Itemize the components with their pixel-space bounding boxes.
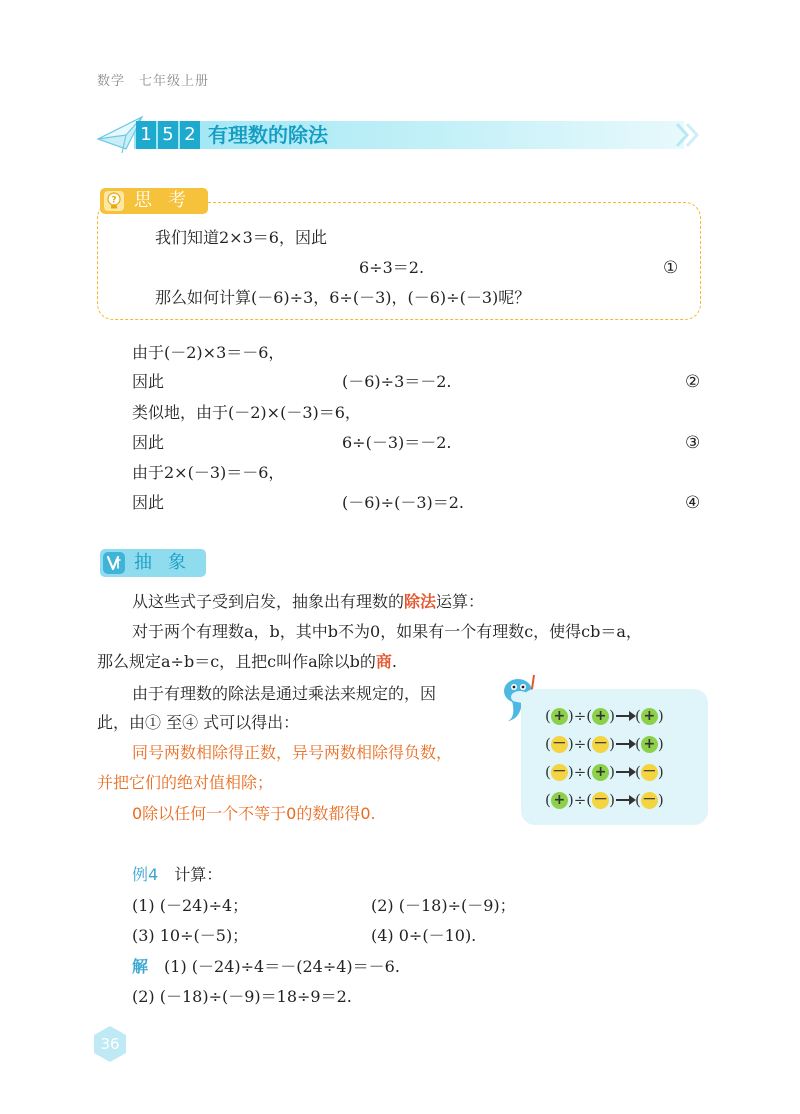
derivation-equation-4: 6÷(－3)＝－2. [342, 433, 452, 452]
example-question-1: (1) (－24)÷4； [132, 896, 249, 915]
sign-circle: + [592, 708, 609, 725]
think-badge [100, 188, 208, 214]
abstract-paragraph-4: 由于有理数的除法是通过乘法来规定的，因 [132, 684, 437, 703]
solution-label: 解 [132, 957, 149, 976]
derivation-line-5: 由于2×(－3)＝－6， [132, 463, 285, 482]
rule-line-2: 并把它们的绝对值相除； [97, 773, 274, 792]
paren: )÷( [567, 791, 593, 809]
paren: )÷( [567, 763, 593, 781]
example-question-4: (4) 0÷(－10). [371, 926, 477, 945]
example-question-2: (2) (－18)÷(－9)； [371, 896, 516, 915]
paren: ( [635, 791, 641, 809]
section-num-1: 1 [136, 121, 156, 149]
section-title: 有理数的除法 [208, 123, 328, 147]
svg-text:?: ? [111, 195, 117, 206]
equation-tag-1: ① [663, 258, 679, 278]
sign-circle: － [593, 791, 608, 808]
paren: ) [657, 707, 664, 725]
paren: ) [609, 791, 615, 809]
derivation-label-2: 因此 [132, 372, 165, 391]
paren: ( [635, 763, 641, 781]
highlight-division: 除法 [404, 592, 437, 611]
abstract-p3-text: 那么规定a÷b＝c，且把c叫作a除以b的 [97, 652, 376, 671]
paren: ) [657, 791, 664, 809]
derivation-equation-6: (－6)÷(－3)＝2. [342, 493, 465, 512]
derivation-line-1: 由于(－2)×3＝－6， [132, 343, 285, 362]
paren: ( [545, 735, 551, 753]
equation-tag-4: ④ [685, 493, 701, 513]
paren: ( [545, 707, 551, 725]
think-line-1: 我们知道2×3＝6，因此 [155, 228, 327, 247]
derivation-line-3: 类似地，由于(－2)×(－3)＝6， [132, 403, 361, 422]
derivation-label-4: 因此 [132, 433, 165, 452]
paren: ( [545, 791, 551, 809]
sign-circle: － [642, 763, 657, 780]
equation-tag-2: ② [685, 372, 701, 392]
paren: ( [635, 735, 641, 753]
arrow-right-icon [616, 743, 634, 745]
sign-circle: － [642, 791, 657, 808]
derivation-label-6: 因此 [132, 493, 165, 512]
paren: ) [609, 735, 615, 753]
abstract-paragraph-1 [132, 592, 484, 612]
abstract-paragraph-3 [97, 652, 397, 672]
abstract-badge-label: 抽象 [134, 552, 202, 573]
abstract-p1-tail: 运算： [436, 592, 485, 611]
derivation-equation-2: (－6)÷3＝－2. [342, 372, 452, 391]
equation-tag-3: ③ [685, 433, 701, 453]
sign-circle: + [641, 736, 658, 753]
sign-rule-row [545, 761, 664, 783]
think-badge-label: 思考 [134, 190, 202, 211]
arrow-right-icon [616, 771, 634, 773]
solution-line-1 [132, 957, 400, 977]
sign-circle: + [551, 708, 568, 725]
sign-rule-box [521, 689, 708, 825]
sign-rule-row [545, 705, 664, 727]
rule-line-3: 0除以任何一个不等于0的数都得0. [132, 804, 376, 823]
paren: )÷( [567, 707, 593, 725]
running-header: 数学 七年级上册 [97, 74, 210, 89]
highlight-quotient: 商 [375, 652, 392, 671]
sign-rule-row [545, 733, 664, 755]
abstract-paragraph-5: 此，由① 至④ 式可以得出： [97, 713, 300, 732]
section-num-3: 2 [180, 121, 200, 149]
sign-circle: － [552, 735, 567, 752]
paren: ) [609, 707, 615, 725]
abstract-p1-text: 从这些式子受到启发，抽象出有理数的 [132, 592, 405, 611]
example-question-3: (3) 10÷(－5)； [132, 926, 249, 945]
lightbulb-question-icon [103, 190, 125, 212]
think-equation-1: 6÷3＝2. [359, 258, 425, 277]
paren: ) [657, 735, 664, 753]
section-num-2: 5 [158, 121, 178, 149]
sign-rule-row [545, 789, 664, 811]
sign-circle: + [551, 792, 568, 809]
rule-line-1: 同号两数相除得正数，异号两数相除得负数， [132, 743, 453, 762]
example-label: 例4 [132, 865, 159, 884]
paren: ) [657, 763, 664, 781]
abstract-paragraph-2: 对于两个有理数a，b，其中b不为0，如果有一个有理数c，使得cb＝a， [132, 622, 642, 641]
sign-circle: － [593, 735, 608, 752]
example-heading [132, 865, 222, 885]
solution-line-2: (2) (－18)÷(－9)＝18÷9＝2. [132, 987, 352, 1006]
sign-circle: + [641, 708, 658, 725]
page-number: 36 [100, 1035, 120, 1053]
abstract-icon [102, 551, 126, 575]
section-banner [96, 113, 706, 153]
sign-circle: + [592, 764, 609, 781]
arrow-right-icon [616, 715, 634, 717]
paren: ( [635, 707, 641, 725]
example-title: 计算： [174, 865, 223, 884]
abstract-badge [100, 549, 206, 577]
think-line-3: 那么如何计算(－6)÷3，6÷(－3)，(－6)÷(－3)呢？ [155, 288, 531, 307]
sign-circle: － [552, 763, 567, 780]
paren: ( [545, 763, 551, 781]
paren: ) [609, 763, 615, 781]
solution-text-1: (1) (－24)÷4＝－(24÷4)＝－6. [164, 957, 400, 976]
chevron-right-icon [673, 122, 705, 148]
paren: )÷( [567, 735, 593, 753]
abstract-p3-tail: . [391, 652, 398, 671]
arrow-right-icon [616, 799, 634, 801]
